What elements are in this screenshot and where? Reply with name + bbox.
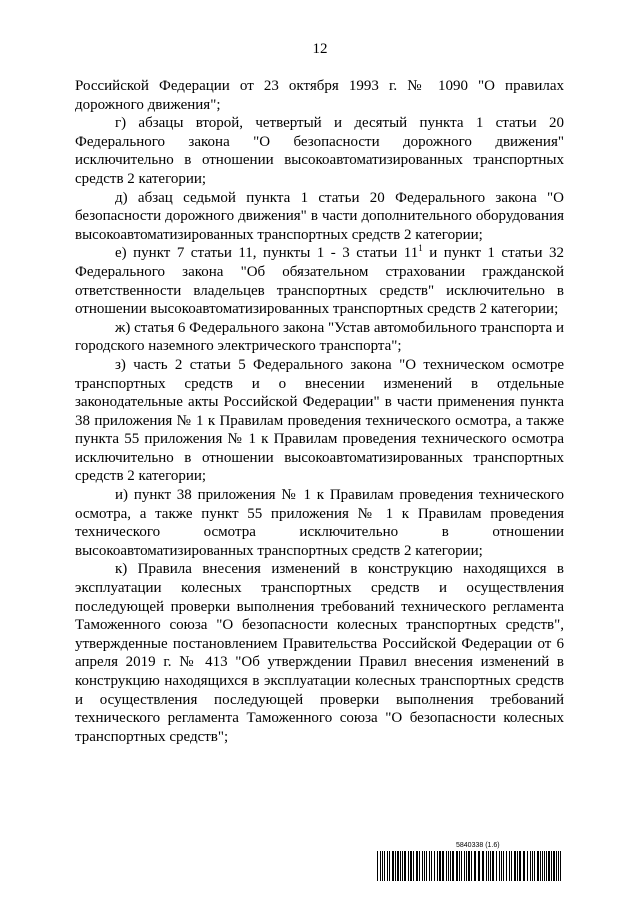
paragraph-e-text-end: и пункт 1 статьи 32 Федерального закона "Об обязательном страховании гражданской ответственности владельцев транспортных средств" исключительно в отношении высокоавтоматизированных транспортных средств 2 категории;: [75, 245, 564, 318]
paragraph-g: г) абзацы второй, четвертый и десятый пункта 1 статьи 20 Федерального закона "О безопасности дорожного движения" исключительно в отношении высокоавтоматизированных транспортных средств 2 категории;: [75, 115, 564, 187]
page-number: 12: [312, 41, 328, 57]
paragraph-i: и) пункт 38 приложения № 1 к Правилам проведения технического осмотра, а также пункт 55 приложения № 1 к Правилам проведения технического осмотра исключительно в отношении высокоавтоматизированных транспортных средств 2 категории;: [75, 487, 564, 559]
paragraph-z: з) часть 2 статьи 5 Федерального закона "О техническом осмотре транспортных средств и о внесении изменений в отдельные законодательные акты Российской Федерации" в части применения пункта 38 приложения № 1 к Правилам проведения технического осмотра, а также пункта 55 приложения № 1 к Правилам проведения технического осмотра исключительно в отношении высокоавтоматизированных транспортных средств 2 категории;: [75, 356, 564, 485]
barcode-icon: [377, 851, 562, 881]
superscript-one: 1: [418, 243, 423, 254]
paragraph-e: [75, 244, 564, 318]
document-body: [75, 77, 564, 746]
paragraph-k: к) Правила внесения изменений в конструкцию находящихся в эксплуатации колесных транспортных средств и осуществления последующей проверки выполнения требований технического регламента Таможенного союза "О безопасности колесных транспортных средств", утвержденные постановлением Правительства Российской Федерации от 6 апреля 2019 г. № 413 "Об утверждении Правил внесения изменений в конструкцию находящихся в эксплуатации колесных транспортных средств и осуществления последующей проверки выполнения требований технического регламента Таможенного союза "О безопасности колесных транспортных средств";: [75, 561, 564, 745]
paragraph-e-text-start: е) пункт 7 статьи 11, пункты 1 - 3 статьи 11: [115, 245, 419, 262]
paragraph-d: д) абзац седьмой пункта 1 статьи 20 Федерального закона "О безопасности дорожного движения" в части дополнительного оборудования высокоавтоматизированных транспортных средств 2 категории;: [75, 189, 564, 243]
paragraph-zh: ж) статья 6 Федерального закона "Устав автомобильного транспорта и городского наземного электрического транспорта";: [75, 319, 564, 355]
document-code: 5840338 (1.6): [456, 842, 500, 849]
paragraph-continuation: Российской Федерации от 23 октября 1993 г. № 1090 "О правилах дорожного движения";: [75, 78, 564, 113]
